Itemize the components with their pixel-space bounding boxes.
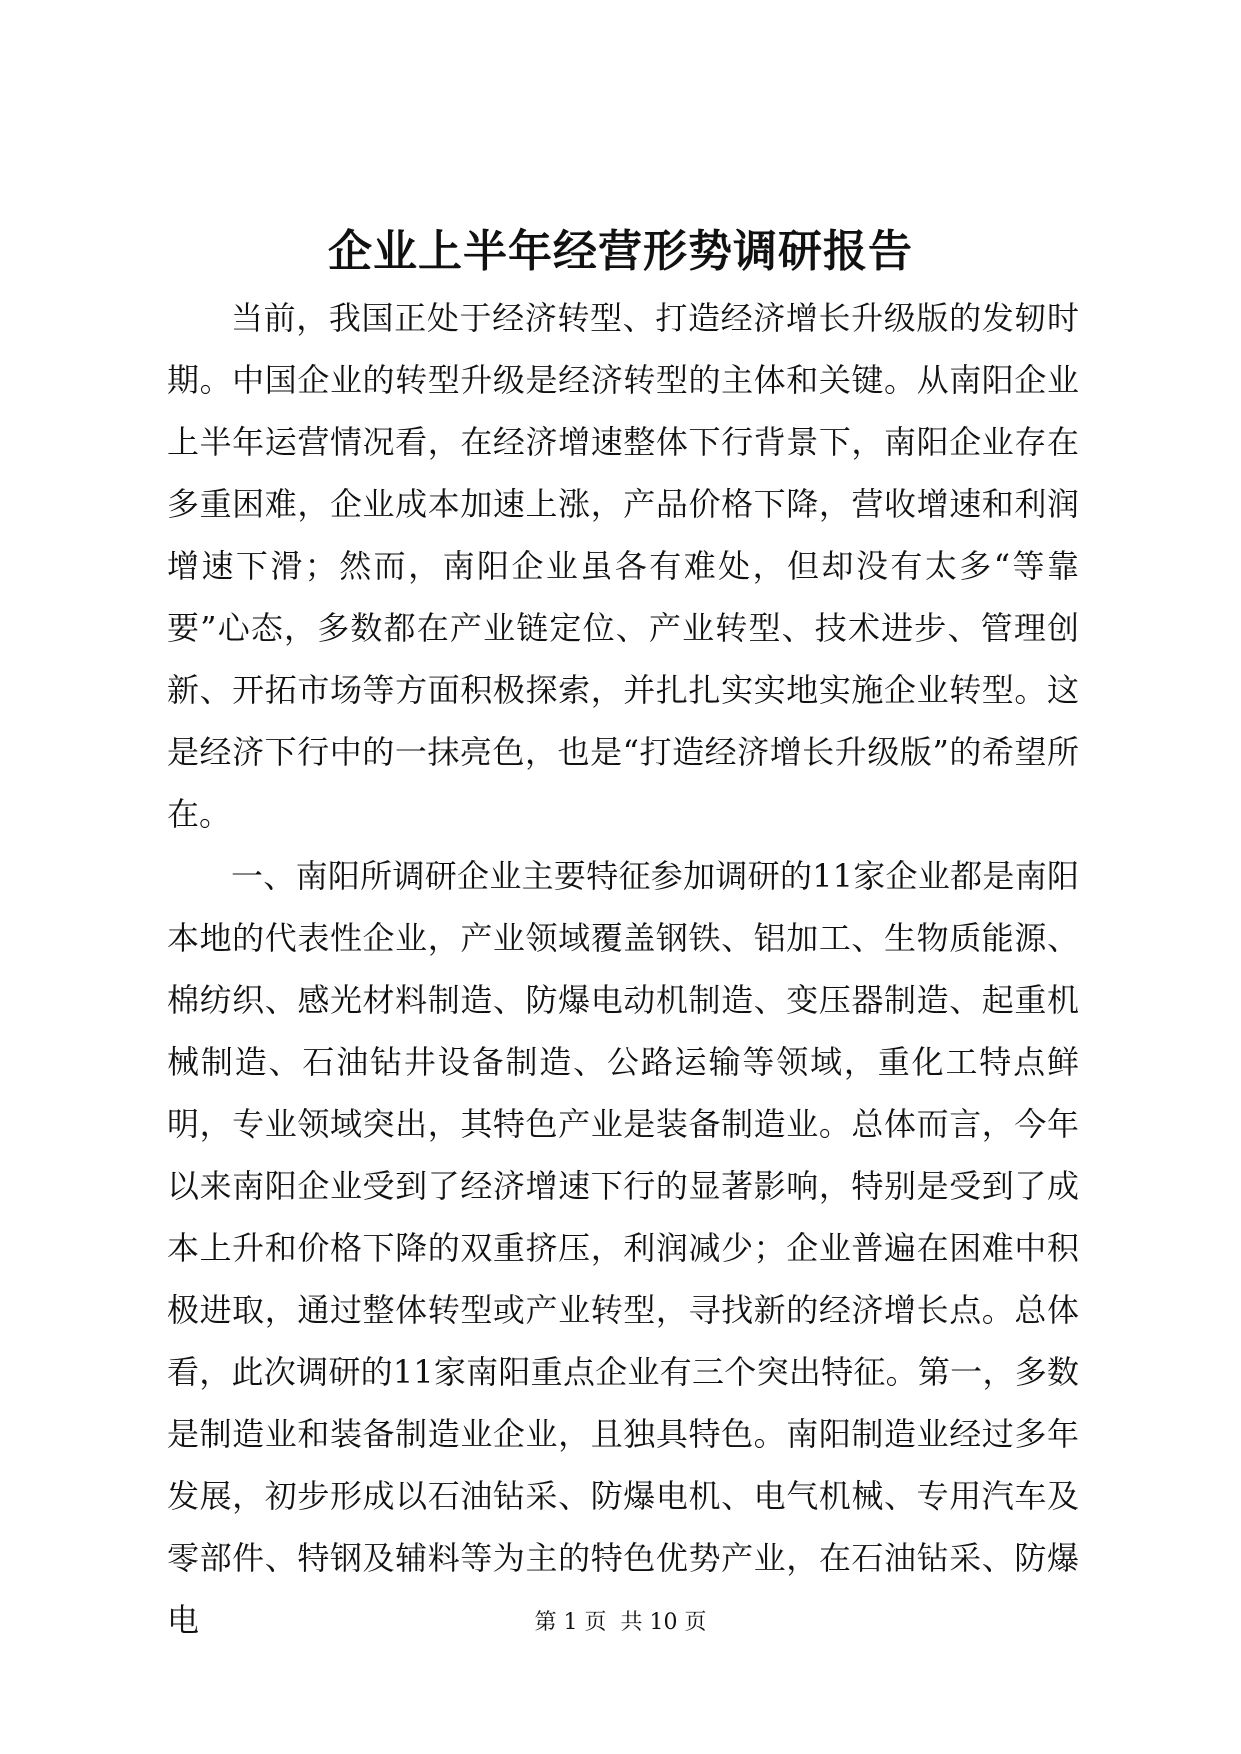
paragraph-section-one: 一、南阳所调研企业主要特征参加调研的11家企业都是南阳本地的代表性企业，产业领域覆盖钢铁、铝加工、生物质能源、棉纺织、感光材料制造、防爆电动机制造、变压器制造、起重机械制造、石油钻井设备制造、公路运输等领域，重化工特点鲜明，专业领域突出，其特色产业是装备制造业。总体而言，今年以来南阳企业受到了经济增速下行的显著影响，特别是受到了成本上升和价格下降的双重挤压，利润减少；企业普遍在困难中积极进取，通过整体转型或产业转型，寻找新的经济增长点。总体看，此次调研的11家南阳重点企业有三个突出特征。第一，多数是制造业和装备制造业企业，且独具特色。南阳制造业经过多年发展，初步形成以石油钻采、防爆电机、电气机械、专用汽车及零部件、特钢及辅料等为主的特色优势产业，在石油钻采、防爆电 [167,857,1079,1639]
page-footer [0,1608,1241,1638]
page-total: 共 10 页 [620,1610,707,1635]
document-body [167,287,1079,1651]
document-title: 企业上半年经营形势调研报告 [328,226,913,277]
paragraph-intro: 当前，我国正处于经济转型、打造经济增长升级版的发轫时期。中国企业的转型升级是经济转型的主体和关键。从南阳企业上半年运营情况看，在经济增速整体下行背景下，南阳企业存在多重困难，企业成本加速上涨，产品价格下降，营收增速和利润增速下滑；然而，南阳企业虽各有难处，但却没有太多“等靠要”心态，多数都在产业链定位、产业转型、技术进步、管理创新、开拓市场等方面积极探索，并扎扎实实地实施企业转型。这是经济下行中的一抹亮色，也是“打造经济增长升级版”的希望所在。 [167,299,1079,833]
page-number: 第 1 页 [534,1610,607,1635]
